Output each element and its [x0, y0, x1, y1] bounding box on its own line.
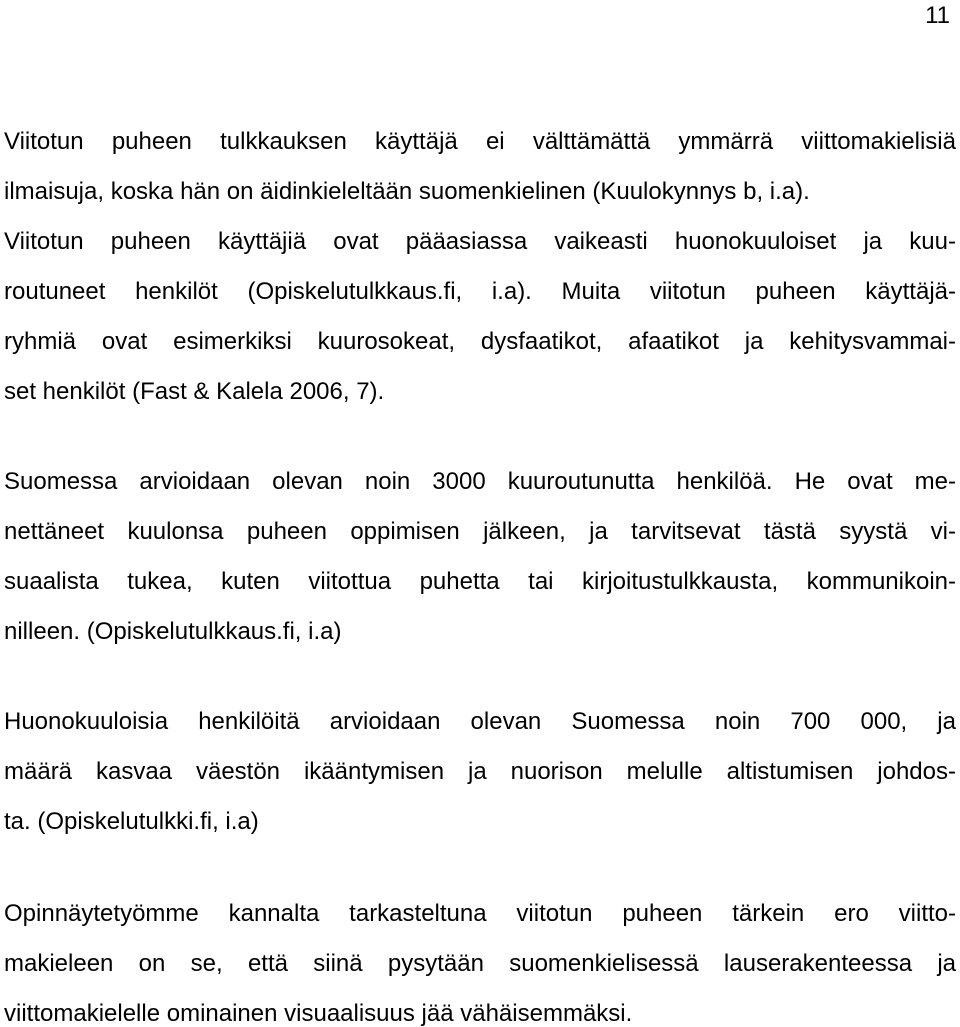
text-line: Viitotun puheen tulkkauksen käyttäjä ei välttämättä ymmärrä viittomakielisiä — [4, 128, 956, 155]
text-line: viittomakielelle ominainen visuaalisuus jää vähäisemmäksi. — [4, 1000, 633, 1027]
text-line: routuneet henkilöt (Opiskelutulkkaus.fi, i.a). Muita viitotun puheen käyttäjä- — [4, 278, 956, 305]
text-line: makieleen on se, että siinä pysytään suomenkielisessä lauserakenteessa ja — [4, 950, 956, 977]
text-line: nilleen. (Opiskelutulkkaus.fi, i.a) — [4, 618, 342, 645]
text-line: Huonokuuloisia henkilöitä arvioidaan olevan Suomessa noin 700 000, ja — [4, 708, 956, 735]
text-line: Viitotun puheen käyttäjiä ovat pääasiassa vaikeasti huonokuuloiset ja kuu- — [4, 228, 956, 255]
page-number: 11 — [925, 2, 950, 29]
text-line: Suomessa arvioidaan olevan noin 3000 kuuroutunutta henkilöä. He ovat me- — [4, 468, 956, 495]
text-line: suaalista tukea, kuten viitottua puhetta tai kirjoitustulkkausta, kommunikoin- — [4, 568, 956, 595]
text-line: nettäneet kuulonsa puheen oppimisen jälkeen, ja tarvitsevat tästä syystä vi- — [4, 518, 956, 545]
text-line: Opinnäytetyömme kannalta tarkasteltuna viitotun puheen tärkein ero viitto- — [4, 900, 956, 927]
text-line: määrä kasvaa väestön ikääntymisen ja nuorison melulle altistumisen johdos- — [4, 758, 956, 785]
text-line: ta. (Opiskelutulkki.fi, i.a) — [4, 808, 259, 835]
text-line: ryhmiä ovat esimerkiksi kuurosokeat, dysfaatikot, afaatikot ja kehitysvammai- — [4, 328, 956, 355]
text-line: set henkilöt (Fast & Kalela 2006, 7). — [4, 378, 385, 405]
text-line: ilmaisuja, koska hän on äidinkieleltään suomenkielinen (Kuulokynnys b, i.a). — [4, 178, 810, 205]
